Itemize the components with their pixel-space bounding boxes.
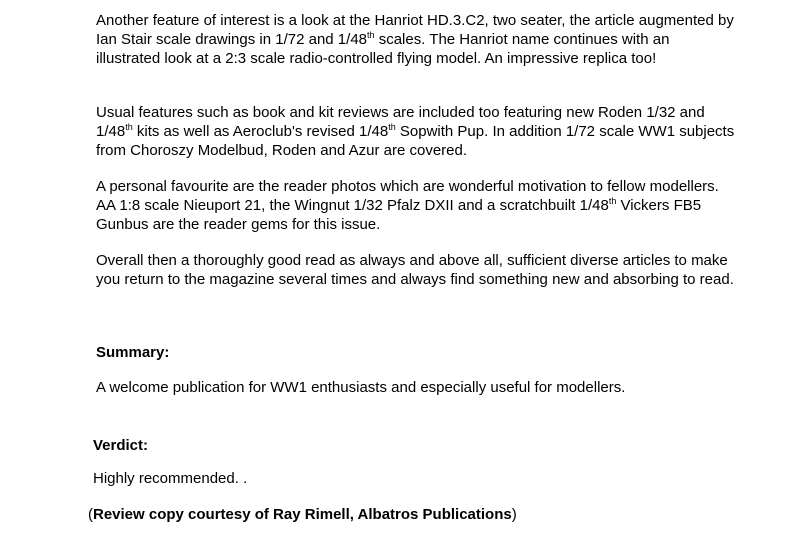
credit-text: Review copy courtesy of Ray Rimell, Albatros Publications bbox=[93, 506, 512, 523]
paragraph-overall: Overall then a thoroughly good read as always and above all, sufficient diverse articles to make you return to the magazine several times and always find something new and absorbing to read. bbox=[96, 252, 734, 288]
paragraph-text: A personal favourite are the reader photos which are wonderful motivation to fellow modellers. AA 1:8 scale Nieuport 21, the Wingnut 1/32 Pfalz DXII and a scratchbuilt 1/48 bbox=[96, 178, 719, 214]
credit-close-paren: ) bbox=[511, 506, 517, 523]
superscript-th: th bbox=[367, 30, 375, 40]
verdict-text: Highly recommended. . bbox=[93, 470, 248, 487]
superscript-th: th bbox=[388, 122, 396, 132]
paragraph-text: scales. The Hanriot name continues with an illustrated look at a 2:3 scale radio-controlled flying model. An impressive replica too! bbox=[96, 31, 670, 67]
superscript-th: th bbox=[125, 122, 133, 132]
paragraph-reader-photos bbox=[96, 177, 736, 234]
summary-text: A welcome publication for WW1 enthusiasts and especially useful for modellers. bbox=[96, 379, 626, 396]
paragraph-text: Vickers FB5 Gunbus are the reader gems for this issue. bbox=[96, 197, 702, 233]
paragraph-text: kits as well as Aeroclub's revised 1/48 bbox=[132, 123, 389, 140]
superscript-th: th bbox=[608, 196, 617, 206]
review-credit bbox=[88, 505, 517, 524]
paragraph-text: Another feature of interest is a look at the Hanriot HD.3.C2, two seater, the article augmented by Ian Stair scale drawings in 1/72 and 1/48 bbox=[96, 12, 734, 48]
paragraph-features bbox=[96, 103, 736, 160]
paragraph-text: Usual features such as book and kit reviews are included too featuring new Roden 1/32 and 1/48 bbox=[96, 104, 705, 140]
credit-open-paren: ( bbox=[88, 506, 93, 523]
verdict-heading: Verdict: bbox=[93, 437, 149, 454]
paragraph-hanriot bbox=[96, 11, 736, 68]
summary-heading: Summary: bbox=[96, 344, 170, 361]
paragraph-text: Sopwith Pup. In addition 1/72 scale WW1 subjects from Choroszy Modelbud, Roden and Azur are covered. bbox=[96, 123, 735, 159]
